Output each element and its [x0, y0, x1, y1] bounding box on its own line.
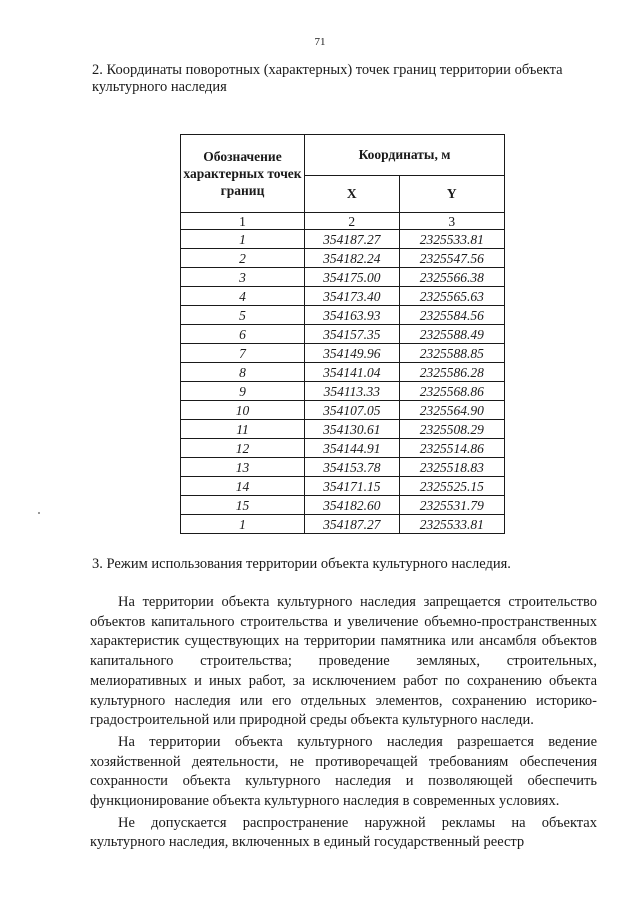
y-cell: 2325518.83 — [399, 458, 504, 477]
y-cell: 2325568.86 — [399, 382, 504, 401]
y-cell: 2325564.90 — [399, 401, 504, 420]
page-number: 71 — [314, 36, 326, 48]
point-cell: 3 — [181, 268, 305, 287]
x-cell: 354107.05 — [305, 401, 400, 420]
x-cell: 354187.27 — [305, 230, 400, 249]
point-cell: 9 — [181, 382, 305, 401]
table-row — [181, 458, 505, 477]
table-row — [181, 439, 505, 458]
point-cell: 14 — [181, 477, 305, 496]
x-cell: 354144.91 — [305, 439, 400, 458]
y-cell: 2325547.56 — [399, 249, 504, 268]
table-row — [181, 420, 505, 439]
body-text — [90, 593, 597, 855]
section-3-title: 3. Режим использования территории объекта культурного наследия. — [92, 556, 511, 572]
point-cell: 8 — [181, 363, 305, 382]
y-cell: 2325533.81 — [399, 230, 504, 249]
header-coordinates: Координаты, м — [305, 135, 505, 176]
point-cell: 6 — [181, 325, 305, 344]
column-number-row — [181, 213, 505, 230]
point-cell: 1 — [181, 515, 305, 534]
x-cell: 354182.24 — [305, 249, 400, 268]
y-cell: 2325533.81 — [399, 515, 504, 534]
point-cell: 1 — [181, 230, 305, 249]
scan-speck — [38, 512, 40, 514]
paragraph: На территории объекта культурного наследия запрещается строительство объектов капитального строительства и увеличение объемно-пространственных характеристик существующих на территории памятника или ансамбля объектов капитального строительства; проведение земляных, строительных, мелиоративных и иных работ, за исключением работ по сохранению объекта культурного наследия или его отдельных элементов, сохранению историко-градостроительной или природной среды объекта культурного наследи. — [90, 594, 597, 729]
table-row — [181, 287, 505, 306]
point-cell: 13 — [181, 458, 305, 477]
x-cell: 354182.60 — [305, 496, 400, 515]
point-cell: 15 — [181, 496, 305, 515]
header-x: X — [305, 176, 400, 213]
y-cell: 2325525.15 — [399, 477, 504, 496]
table-row — [181, 230, 505, 249]
x-cell: 354113.33 — [305, 382, 400, 401]
table-row — [181, 363, 505, 382]
point-cell: 7 — [181, 344, 305, 363]
table-row — [181, 477, 505, 496]
section-2-title: 2. Координаты поворотных (характерных) точек границ территории объекта культурного наследия — [92, 62, 563, 95]
header-point-designation: Обозначение характерных точек границ — [181, 135, 305, 213]
paragraph: Не допускается распространение наружной рекламы на объектах культурного наследия, включенных в единый государственный реестр — [90, 814, 597, 851]
table-row — [181, 325, 505, 344]
table-row — [181, 306, 505, 325]
x-cell: 354130.61 — [305, 420, 400, 439]
x-cell: 354153.78 — [305, 458, 400, 477]
point-cell: 12 — [181, 439, 305, 458]
table-row — [181, 344, 505, 363]
y-cell: 2325584.56 — [399, 306, 504, 325]
x-cell: 354187.27 — [305, 515, 400, 534]
x-cell: 354173.40 — [305, 287, 400, 306]
x-cell: 354149.96 — [305, 344, 400, 363]
table-row — [181, 249, 505, 268]
x-cell: 354157.35 — [305, 325, 400, 344]
x-cell: 354175.00 — [305, 268, 400, 287]
point-cell: 10 — [181, 401, 305, 420]
coordinates-table — [180, 134, 505, 534]
y-cell: 2325588.49 — [399, 325, 504, 344]
x-cell: 354141.04 — [305, 363, 400, 382]
table-row — [181, 401, 505, 420]
column-number: 3 — [399, 213, 504, 230]
y-cell: 2325586.28 — [399, 363, 504, 382]
table-row — [181, 268, 505, 287]
point-cell: 11 — [181, 420, 305, 439]
y-cell: 2325588.85 — [399, 344, 504, 363]
point-cell: 2 — [181, 249, 305, 268]
y-cell: 2325565.63 — [399, 287, 504, 306]
x-cell: 354171.15 — [305, 477, 400, 496]
column-number: 1 — [181, 213, 305, 230]
header-y: Y — [399, 176, 504, 213]
y-cell: 2325514.86 — [399, 439, 504, 458]
table-row — [181, 496, 505, 515]
table-row — [181, 515, 505, 534]
table-row — [181, 382, 505, 401]
y-cell: 2325566.38 — [399, 268, 504, 287]
column-number: 2 — [305, 213, 400, 230]
point-cell: 4 — [181, 287, 305, 306]
y-cell: 2325531.79 — [399, 496, 504, 515]
x-cell: 354163.93 — [305, 306, 400, 325]
point-cell: 5 — [181, 306, 305, 325]
y-cell: 2325508.29 — [399, 420, 504, 439]
paragraph: На территории объекта культурного наследия разрешается ведение хозяйственной деятельности, не противоречащей требованиям обеспечения сохранности объекта культурного наследия и позволяющей обеспечить функционирование объекта культурного наследия в современных условиях. — [90, 733, 597, 810]
